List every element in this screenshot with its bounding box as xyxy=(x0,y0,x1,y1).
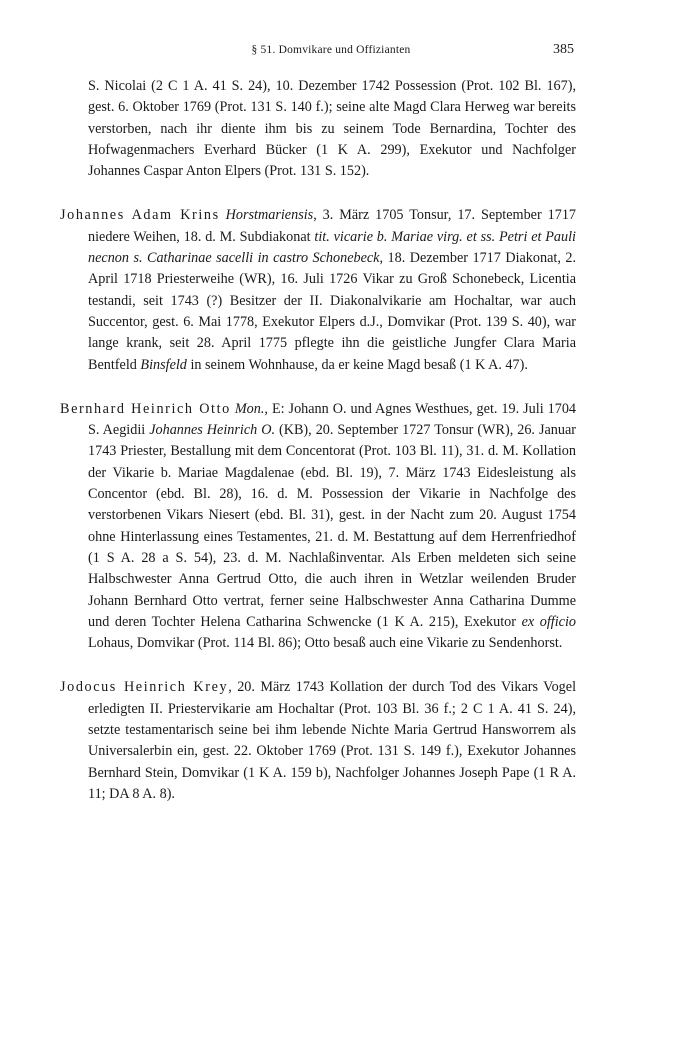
body-text: , 18. Dezember 1717 Diakonat, 2. April 1718 Priesterweihe (WR), 16. Juli 1726 Vikar zu Groß Schonebeck, Licentia testandi, seit 1743 (?) Besitzer der II. Diakonalvikarie am Hochaltar, war auch Succentor, gest. 6. Mai 1778, Exekutor Elpers d.J., Domvikar (Prot. 139 S. 40), war lange krank, seit 28. April 1775 pflegte ihn die geistliche Jungfer Clara Maria Bentfeld xyxy=(88,250,576,373)
person-name: Johannes Adam Krins xyxy=(60,207,220,224)
italic-text: Johannes Heinrich O. xyxy=(149,422,275,439)
body-text: S. Nicolai (2 C 1 A. 41 S. 24), 10. Dezember 1742 Possession (Prot. 102 Bl. 167), gest. 6. Oktober 1769 (Prot. 131 S. 140 f.); seine alte Magd Clara Herweg war bereits verstorben, nach ihr diente ihm bis zu seinem Tode Bernardina, Tochter des Hofwagenmachers Everhard Bücker (1 K A. 299), Exekutor und Nachfolger Johannes Caspar Anton Elpers (Prot. 131 S. 152). xyxy=(88,78,576,180)
body-text: , E: Johann O. und Agnes Westhues, get. 19. Juli 1704 S. Aegidii xyxy=(88,400,577,439)
section-title: § 51. Domvikare und Offizianten xyxy=(251,44,411,56)
text-block xyxy=(60,76,576,828)
entry-jodocus-heinrich-krey xyxy=(60,677,576,805)
person-name: Bernhard Heinrich Otto xyxy=(60,400,231,417)
body-text: in seinem Wohnhause, da er keine Magd besaß (1 K A. 47). xyxy=(186,356,528,373)
entry-continuation xyxy=(60,76,576,182)
person-name: Jodocus Heinrich Krey xyxy=(60,679,229,696)
entry-johannes-adam-krins xyxy=(60,205,576,375)
running-head xyxy=(88,40,574,60)
page-number: 385 xyxy=(553,42,574,57)
body-text: (KB), 20. September 1727 Tonsur (WR), 26. Januar 1743 Priester, Bestallung mit dem Concentorat (Prot. 103 Bl. 11), 31. d. M. Kollation der Vikarie b. Mariae Magdalenae (ebd. Bl. 19), 7. März 1743 Eidesleistung als Concentor (ebd. Bl. 28), 16. d. M. Possession der Vikarie in Nachfolge des verstorbenen Vikars Niesert (ebd. Bl. 31), gest. in der Nacht zum 20. August 1754 ohne Hinterlassung eines Testamentes, 21. d. M. Bestattung auf dem Herrenfriedhof (1 S A. 28 a S. 54), 23. d. M. Nachlaßinventar. Als Erben meldeten sich seine Halbschwester Anna Gertrud Otto, die auch ihren in Wetzlar weilenden Bruder Johann Bernhard Otto vertrat, ferner seine Halbschwester Anna Catharina Dumme und deren Tochter Helena Catharina Schwencke (1 K A. 215), Exekutor xyxy=(88,422,576,630)
italic-text: Binsfeld xyxy=(140,356,187,373)
body-text: Lohaus, Domvikar (Prot. 114 Bl. 86); Otto besaß auch eine Vikarie zu Sendenhorst. xyxy=(88,635,563,652)
entry-bernhard-heinrich-otto xyxy=(60,399,576,655)
body-text: , 20. März 1743 Kollation der durch Tod des Vikars Vogel erledigten II. Priestervikarie am Hochaltar (Prot. 103 Bl. 36 f.; 2 C 1 A. 41 S. 24), setzte testamentarisch seine bei ihm lebende Nichte Maria Gertrud Hansworrem als Universalerbin ein, gest. 22. Oktober 1769 (Prot. 131 S. 149 f.), Exekutor Johannes Bernhard Stein, Domvikar (1 K A. 159 b), Nachfolger Johannes Joseph Pape (1 R A. 11; DA 8 A. 8). xyxy=(88,679,577,802)
body-text: , 3. März 1705 Tonsur, 17. September 1717 niedere Weihen, 18. d. M. Subdiakonat xyxy=(88,207,577,245)
italic-text: tit. vicarie b. Mariae virg. et ss. Petri et Pauli necnon s. Catharinae sacelli in castro Schonebeck xyxy=(88,228,576,267)
italic-text: Mon. xyxy=(234,400,265,417)
italic-text: ex officio xyxy=(521,613,576,630)
italic-text: Horstmariensis xyxy=(225,207,314,224)
